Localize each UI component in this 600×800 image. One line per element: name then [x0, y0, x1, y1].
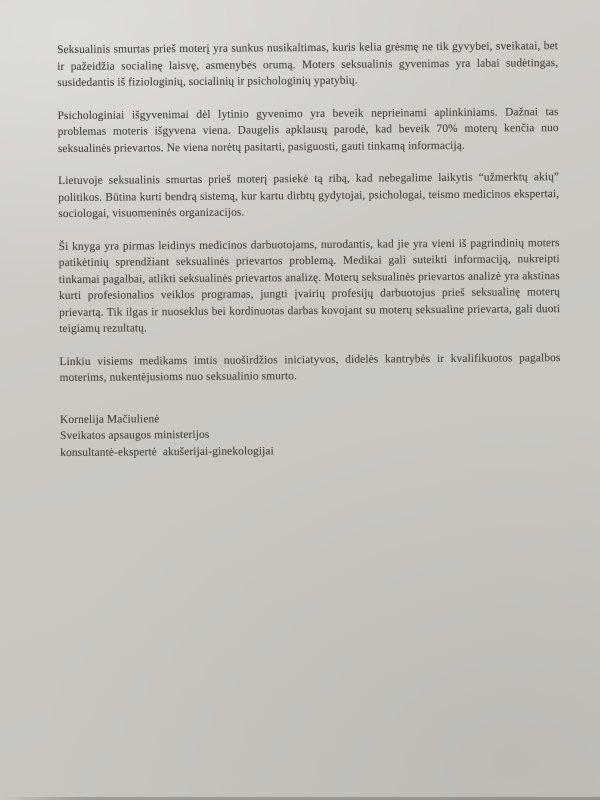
text-block: [57, 38, 561, 461]
signature-name: Kornelija Mačiulienė: [59, 412, 160, 426]
paragraph-wishes: Linkiu visiems medikams imtis nuoširdžios iniciatyvos, didelės kantrybės ir kvalifikuotos pagalbos moterims, nukentėjusioms nuo seksualinio smurto.: [59, 351, 561, 384]
signature-role: konsultantė-ekspertė akušerijai-ginekologijai: [60, 444, 274, 459]
paragraph-psychological: Psichologiniai išgyvenimai dėl lytinio gyvenimo yra beveik neprieinami aplinkiniams. Dažnai tas problemas moteris išgyvena viena. Daugelis apklausų parodė, kad beveik 70% moterų kenčia nuo seksualinės prievartos. Ne viena norėtų pasitarti, pasiguosti, gauti tinkamą informaciją.: [57, 105, 559, 155]
paragraph-intro: Seksualinis smurtas prieš moterį yra sunkus nusikaltimas, kuris kelia grėsmę ne tik gyvybei, sveikatai, bet ir pažeidžia socialinę laisvę, asmenybės orumą. Moters seksualinis gyvenimas yra labai sudėtingas, susidedantis iš fiziologinių, socialinių ir psichologinių ypatybių.: [57, 40, 559, 89]
paragraph-lithuania: Lietuvoje seksualinis smurtas prieš moterį pasiekė tą ribą, kad nebegalime laikytis “užmerktų akių” politikos. Būtina kurti bendrą sistemą, kur kartu dirbtų gydytojai, psichologai, teismo medicinos ekspertai, sociologai, visuomeninės organizacijos.: [58, 171, 560, 220]
signature-block: [60, 408, 561, 461]
paragraph-book-purpose: Ši knyga yra pirmas leidinys medicinos darbuotojams, nurodantis, kad jie yra vieni iš pagrindinių moters patikėtinių sprendžiant seksualinės prievartos problemą. Medikai gali suteikti informaciją, nukreipti tinkamai pagalbai, atlikti seksualinės prievartos analizę. Moterų seksualinės prievartos analizė yra akstinas kurti profesionalios veiklos programas, jungti įvairių profesijų darbuotojus prieš seksualinę moterų prievartą. Tik ilgas ir nuoseklus bei kordinuotas darbas kovojant su moterų seksualine prievarta, gali duoti teigiamų rezultatų.: [58, 236, 561, 335]
signature-organization: Sveikatos apsaugos ministerijos: [60, 428, 210, 442]
